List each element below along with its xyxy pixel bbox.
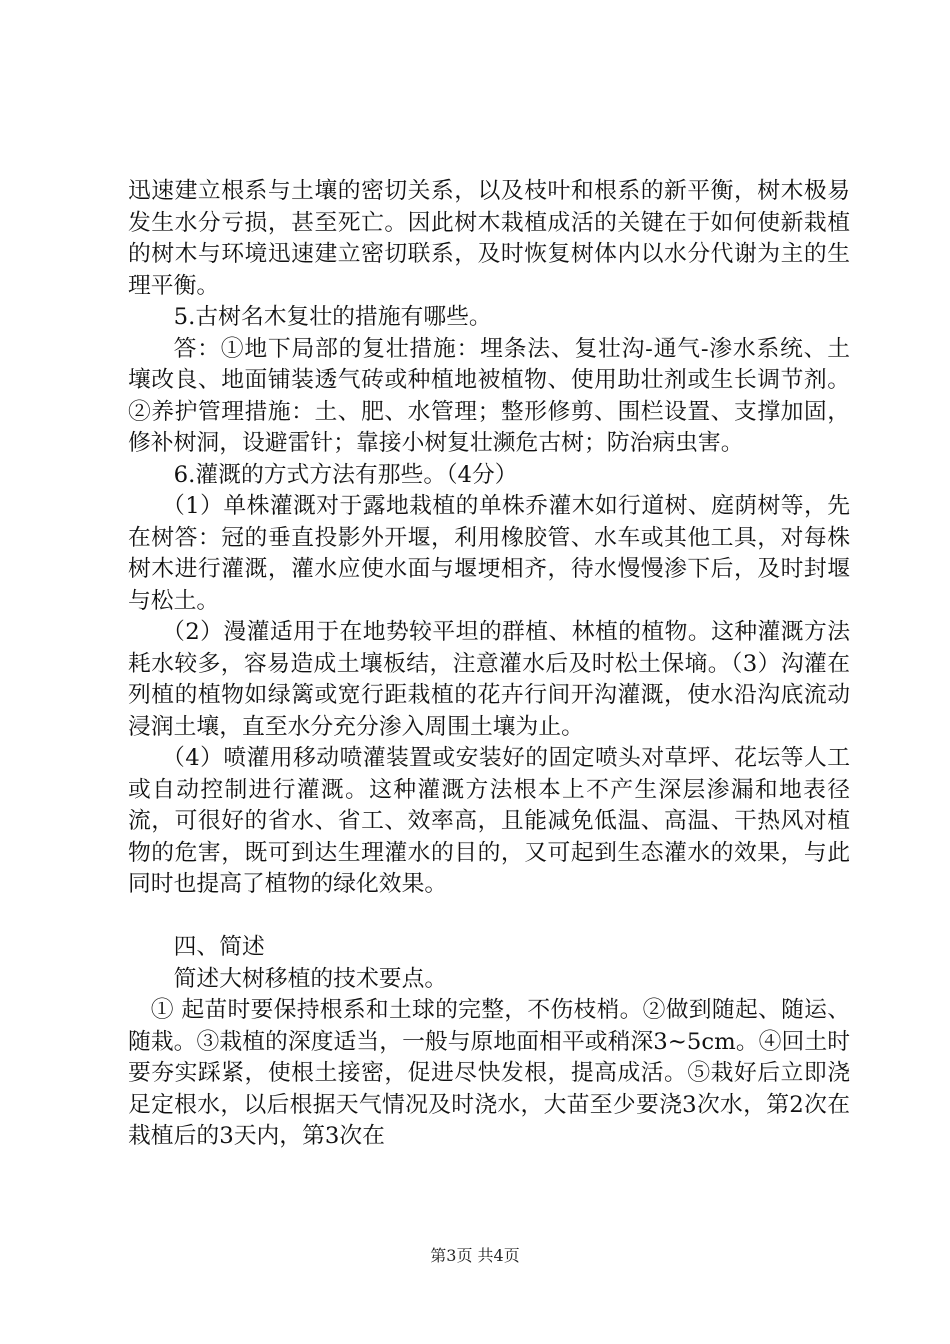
section-4-heading: 四、简述 [173,934,265,960]
paragraph-continuation: 迅速建立根系与土壤的密切关系，以及枝叶和根系的新平衡，树木极易发生水分亏损，甚至死亡。因此树木栽植成活的关键在于如何使新栽植的树木与环境迅速建立密切联系，及时恢复树体内以水分代谢为主的生理平衡。 [128,178,850,299]
section-4-answer: ① 起苗时要保持根系和土球的完整，不伤枝梢。②做到随起、随运、随栽。③栽植的深度适当，一般与原地面相平或稍深3~5cm。④回土时要夯实踩紧，使根土接密，促进尽快发根，提高成活。⑤栽好后立即浇足定根水，以后根据天气情况及时浇水，大苗至少要浇3次水，第2次在栽植后的3天内，第3次在 [128,997,850,1149]
answer-5: 答：①地下局部的复壮措施：埋条法、复壮沟-通气-渗水系统、土壤改良、地面铺装透气砖或种植地被植物、使用助壮剂或生长调节剂。②养护管理措施：土、肥、水管理；整形修剪、围栏设置、支撑加固，修补树洞，设避雷针；靠接小树复壮濒危古树；防治病虫害。 [128,335,850,456]
question-5-heading: 5.古树名木复壮的措施有哪些。 [173,304,492,330]
answer-6-part-1: （1）单株灌溉对于露地栽植的单株乔灌木如行道树、庭荫树等，先在树答：冠的垂直投影外开堰，利用橡胶管、水车或其他工具，对每株树木进行灌溉，灌水应使水面与堰埂相齐，待水慢慢渗下后，及时封堰与松土。 [128,493,850,614]
question-6-heading: 6.灌溉的方式方法有那些。（4分） [173,461,518,488]
section-4-question: 简述大树移植的技术要点。 [173,965,448,992]
page-body [128,176,850,1153]
answer-6-part-2-3: （2）漫灌适用于在地势较平坦的群植、林植的植物。这种灌溉方法耗水较多，容易造成土壤板结，注意灌水后及时松土保墒。（3）沟灌在列植的植物如绿篱或宽行距栽植的花卉行间开沟灌溉，使水沿沟底流动浸润土壤，直至水分充分渗入周围土壤为止。 [128,619,850,740]
page-footer: 第3页 共4页 [430,1246,520,1265]
answer-6-part-4: （4）喷灌用移动喷灌装置或安装好的固定喷头对草坪、花坛等人工或自动控制进行灌溉。这种灌溉方法根本上不产生深层渗漏和地表径流，可很好的省水、省工、效率高，且能减免低温、高温、干热风对植物的危害，既可到达生理灌水的目的，又可起到生态灌水的效果，与此同时也提高了植物的绿化效果。 [128,745,850,897]
